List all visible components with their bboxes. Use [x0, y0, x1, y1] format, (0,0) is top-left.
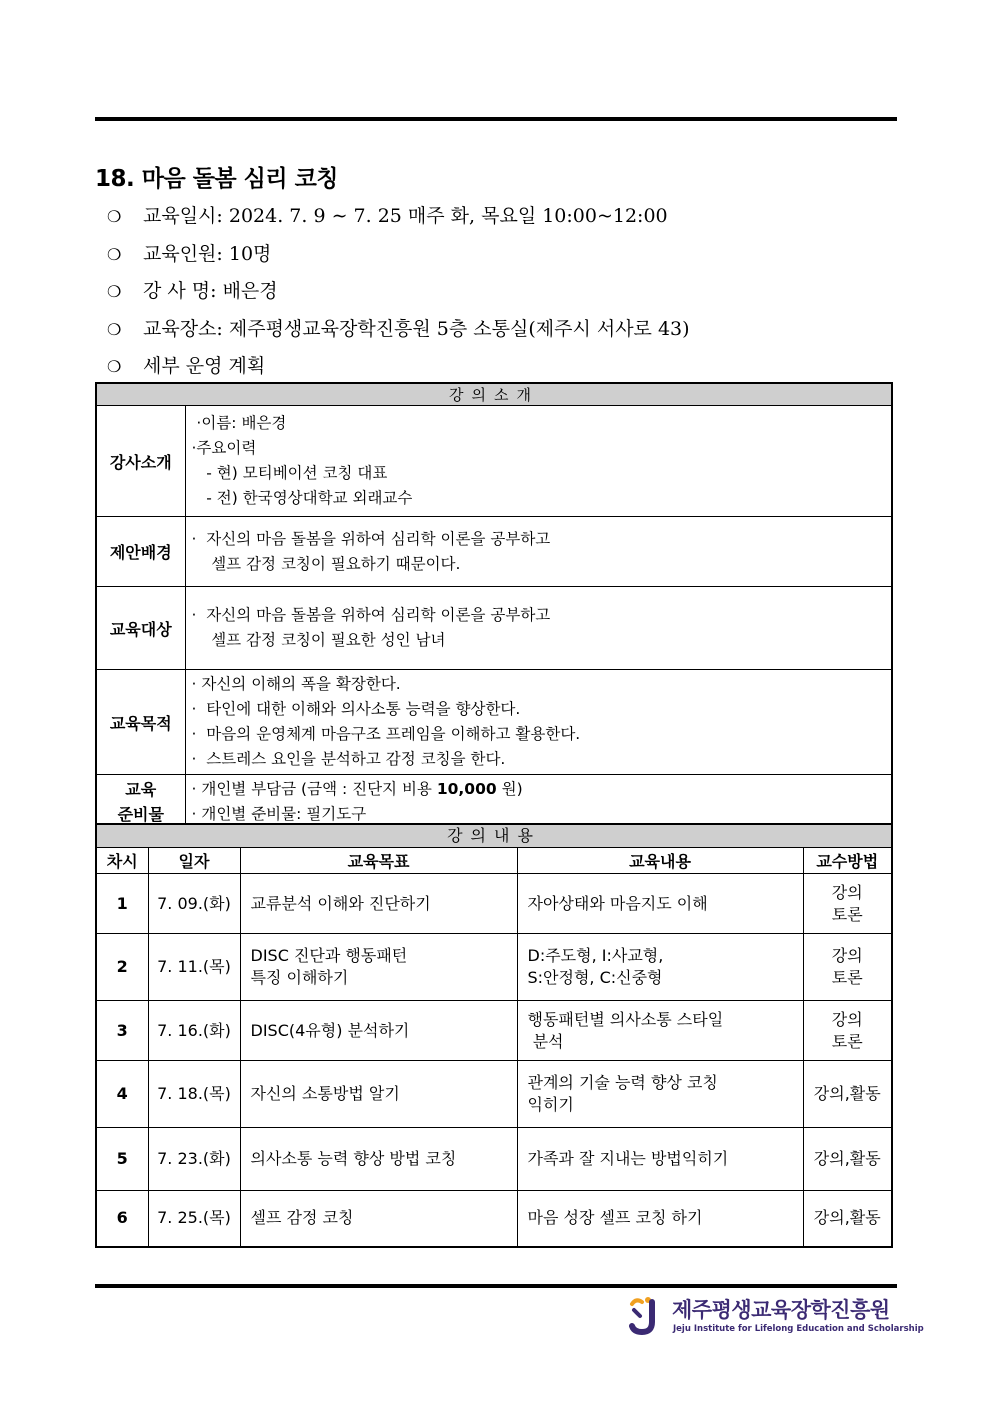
table-row: 1 7. 09.(화) 교류분석 이해와 진단하기 자아상태와 마음지도 이해 강의 토론: [96, 874, 892, 934]
info-plan: [107, 351, 265, 378]
proposal-background: · 자신의 마음 돌봄을 위하여 심리학 이론을 공부하고 셀프 감정 코칭이 필요하기 때문이다.: [185, 517, 892, 587]
table-row: 2 7. 11.(목) DISC 진단과 행동패턴 특징 이해하기 D:주도형, I:사교형, S:안정형, C:신중형 강의 토론: [96, 934, 892, 1001]
info-schedule: [107, 201, 668, 228]
org-name-en: Jeju Institute for Lifelong Education and Scholarship: [673, 1324, 924, 1334]
info-text: 세부 운영 계획: [143, 355, 266, 377]
circle-bullet-icon: ❍: [107, 357, 122, 376]
info-text: 강 사 명: 배은경: [143, 280, 278, 302]
circle-bullet-icon: ❍: [107, 207, 122, 226]
row-label: 교육목적: [96, 670, 185, 775]
row-label: 강사소개: [96, 406, 185, 517]
intro-table: [95, 382, 893, 831]
circle-bullet-icon: ❍: [107, 282, 122, 301]
intro-section-title: 강의소개: [96, 383, 892, 406]
row-label-materials: 교육 준비물: [96, 775, 185, 831]
row-label: 제안배경: [96, 517, 185, 587]
education-goals: · 자신의 이해의 폭을 확장한다. · 타인에 대한 이해와 의사소통 능력을 향상한다. · 마음의 운영체계 마음구조 프레임을 이해하고 활용한다. · 스트레스 요인을 분석하고 감정 코칭을 한다.: [185, 670, 892, 775]
bottom-rule: [95, 1284, 897, 1288]
content-section-title: 강의내용: [96, 824, 892, 848]
info-capacity: [107, 239, 271, 266]
column-header: 교육목표: [240, 848, 517, 874]
info-text: 교육장소: 제주평생교육장학진흥원 5층 소통실(제주시 서사로 43): [143, 318, 690, 340]
info-instructor: [107, 276, 278, 303]
circle-bullet-icon: ❍: [107, 245, 122, 264]
info-location: [107, 314, 690, 341]
row-label: 교육대상: [96, 587, 185, 670]
instructor-intro: ·이름: 배은경 ·주요이력 - 현) 모티베이션 코칭 대표 - 전) 한국영상대학교 외래교수: [185, 406, 892, 517]
info-text: 교육일시: 2024. 7. 9 ∼ 7. 25 매주 화, 목요일 10:00~12:00: [143, 205, 668, 227]
schedule-table: [95, 823, 893, 1248]
column-header: 교수방법: [803, 848, 892, 874]
top-rule: [95, 117, 897, 121]
table-row: 5 7. 23.(화) 의사소통 능력 향상 방법 코칭 가족과 잘 지내는 방법익히기 강의,활동: [96, 1128, 892, 1191]
circle-bullet-icon: ❍: [107, 320, 122, 339]
page-title: 18. 마음 돌봄 심리 코칭: [95, 166, 339, 192]
column-header: 차시: [96, 848, 148, 874]
target-audience: · 자신의 마음 돌봄을 위하여 심리학 이론을 공부하고 셀프 감정 코칭이 필요한 성인 남녀: [185, 587, 892, 670]
table-row: 4 7. 18.(목) 자신의 소통방법 알기 관계의 기술 능력 향상 코칭 익히기 강의,활동: [96, 1061, 892, 1128]
table-row: 3 7. 16.(화) DISC(4유형) 분석하기 행동패턴별 의사소통 스타일 분석 강의 토론: [96, 1001, 892, 1061]
org-name: 제주평생교육장학진흥원: [672, 1298, 890, 1322]
jeju-logo-icon: [626, 1294, 666, 1336]
table-row: 6 7. 25.(목) 셀프 감정 코칭 마음 성장 셀프 코칭 하기 강의,활동: [96, 1191, 892, 1247]
column-header: 교육내용: [517, 848, 803, 874]
org-logo: [626, 1294, 924, 1338]
column-header: 일자: [148, 848, 240, 874]
info-text: 교육인원: 10명: [143, 243, 272, 265]
materials: · 개인별 부담금 (금액 : 진단지 비용 10,000 원) · 개인별 준비물: 필기도구: [185, 775, 892, 831]
